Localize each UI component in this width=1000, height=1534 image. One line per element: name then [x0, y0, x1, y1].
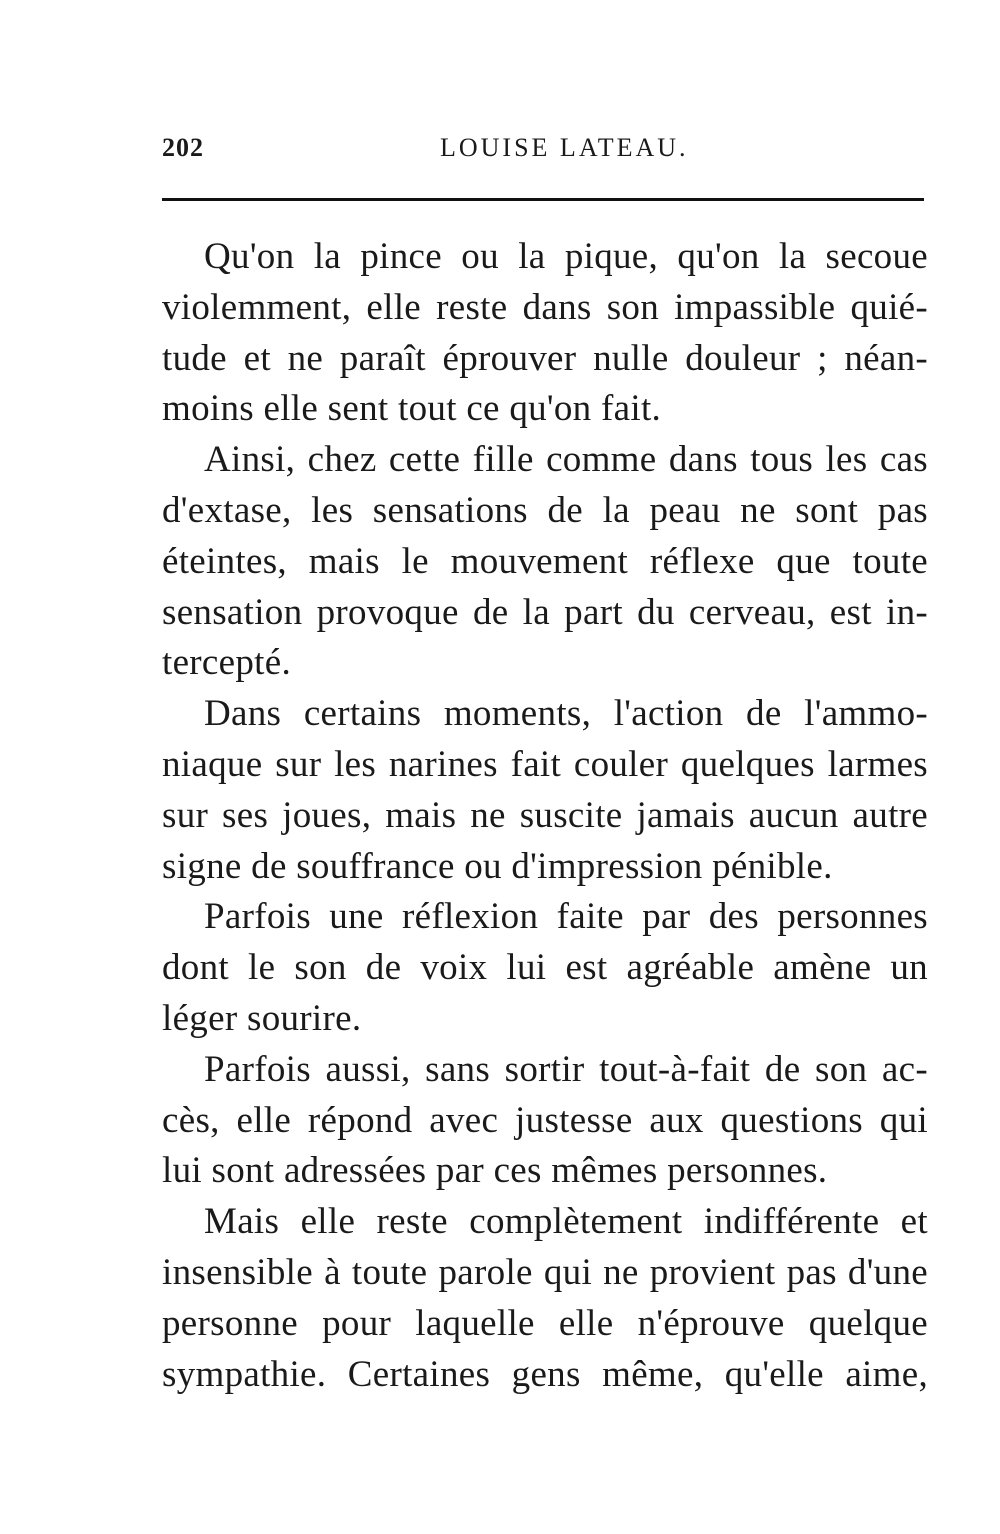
text-line: lui sont adressées par ces mêmes personnes. — [162, 1150, 828, 1192]
text-line: personne pour laquelle elle n'éprouve quelque — [162, 1302, 928, 1344]
text-line: Parfois une réflexion faite par des personnes — [204, 896, 928, 938]
body-text — [162, 232, 928, 1400]
text-line: dont le son de voix lui est agréable amène un — [162, 947, 928, 989]
text-line: d'extase, les sensations de la peau ne sont pas — [162, 489, 928, 531]
paragraph — [162, 689, 928, 892]
text-line: éteintes, mais le mouvement réflexe que toute — [162, 540, 928, 582]
text-line: signe de souffrance ou d'impression pénible. — [162, 845, 833, 887]
text-line: léger sourire. — [162, 997, 362, 1039]
paragraph — [162, 232, 928, 435]
text-line: cès, elle répond avec justesse aux questions qui — [162, 1099, 928, 1141]
paragraph — [162, 1045, 928, 1197]
text-line: Mais elle reste complètement indifférente et — [204, 1201, 928, 1243]
text-line: tercepté. — [162, 642, 292, 684]
text-line: Parfois aussi, sans sortir tout-à-fait de son ac- — [204, 1048, 928, 1090]
page-header — [162, 133, 924, 173]
running-title: LOUISE LATEAU. — [440, 133, 689, 162]
text-line: sur ses joues, mais ne suscite jamais aucun autre — [162, 794, 928, 836]
text-line: sensation provoque de la part du cerveau, est in- — [162, 591, 928, 633]
text-line: violemment, elle reste dans son impassible quié- — [162, 286, 928, 328]
text-line: moins elle sent tout ce qu'on fait. — [162, 388, 662, 430]
text-line: tude et ne paraît éprouver nulle douleur ; néan- — [162, 337, 928, 379]
text-line: Qu'on la pince ou la pique, qu'on la secoue — [204, 236, 928, 277]
text-line: sympathie. Certaines gens même, qu'elle aime, — [162, 1353, 928, 1395]
header-rule — [162, 198, 924, 201]
page-number: 202 — [162, 133, 204, 162]
paragraph — [162, 892, 928, 1044]
text-line: Ainsi, chez cette fille comme dans tous les cas — [204, 439, 928, 481]
text-line: niaque sur les narines fait couler quelques larmes — [162, 743, 928, 785]
text-line: insensible à toute parole qui ne provient pas d'une — [162, 1251, 928, 1293]
text-line: Dans certains moments, l'action de l'ammo- — [204, 693, 928, 735]
paragraph — [162, 1197, 928, 1400]
paragraph — [162, 435, 928, 689]
